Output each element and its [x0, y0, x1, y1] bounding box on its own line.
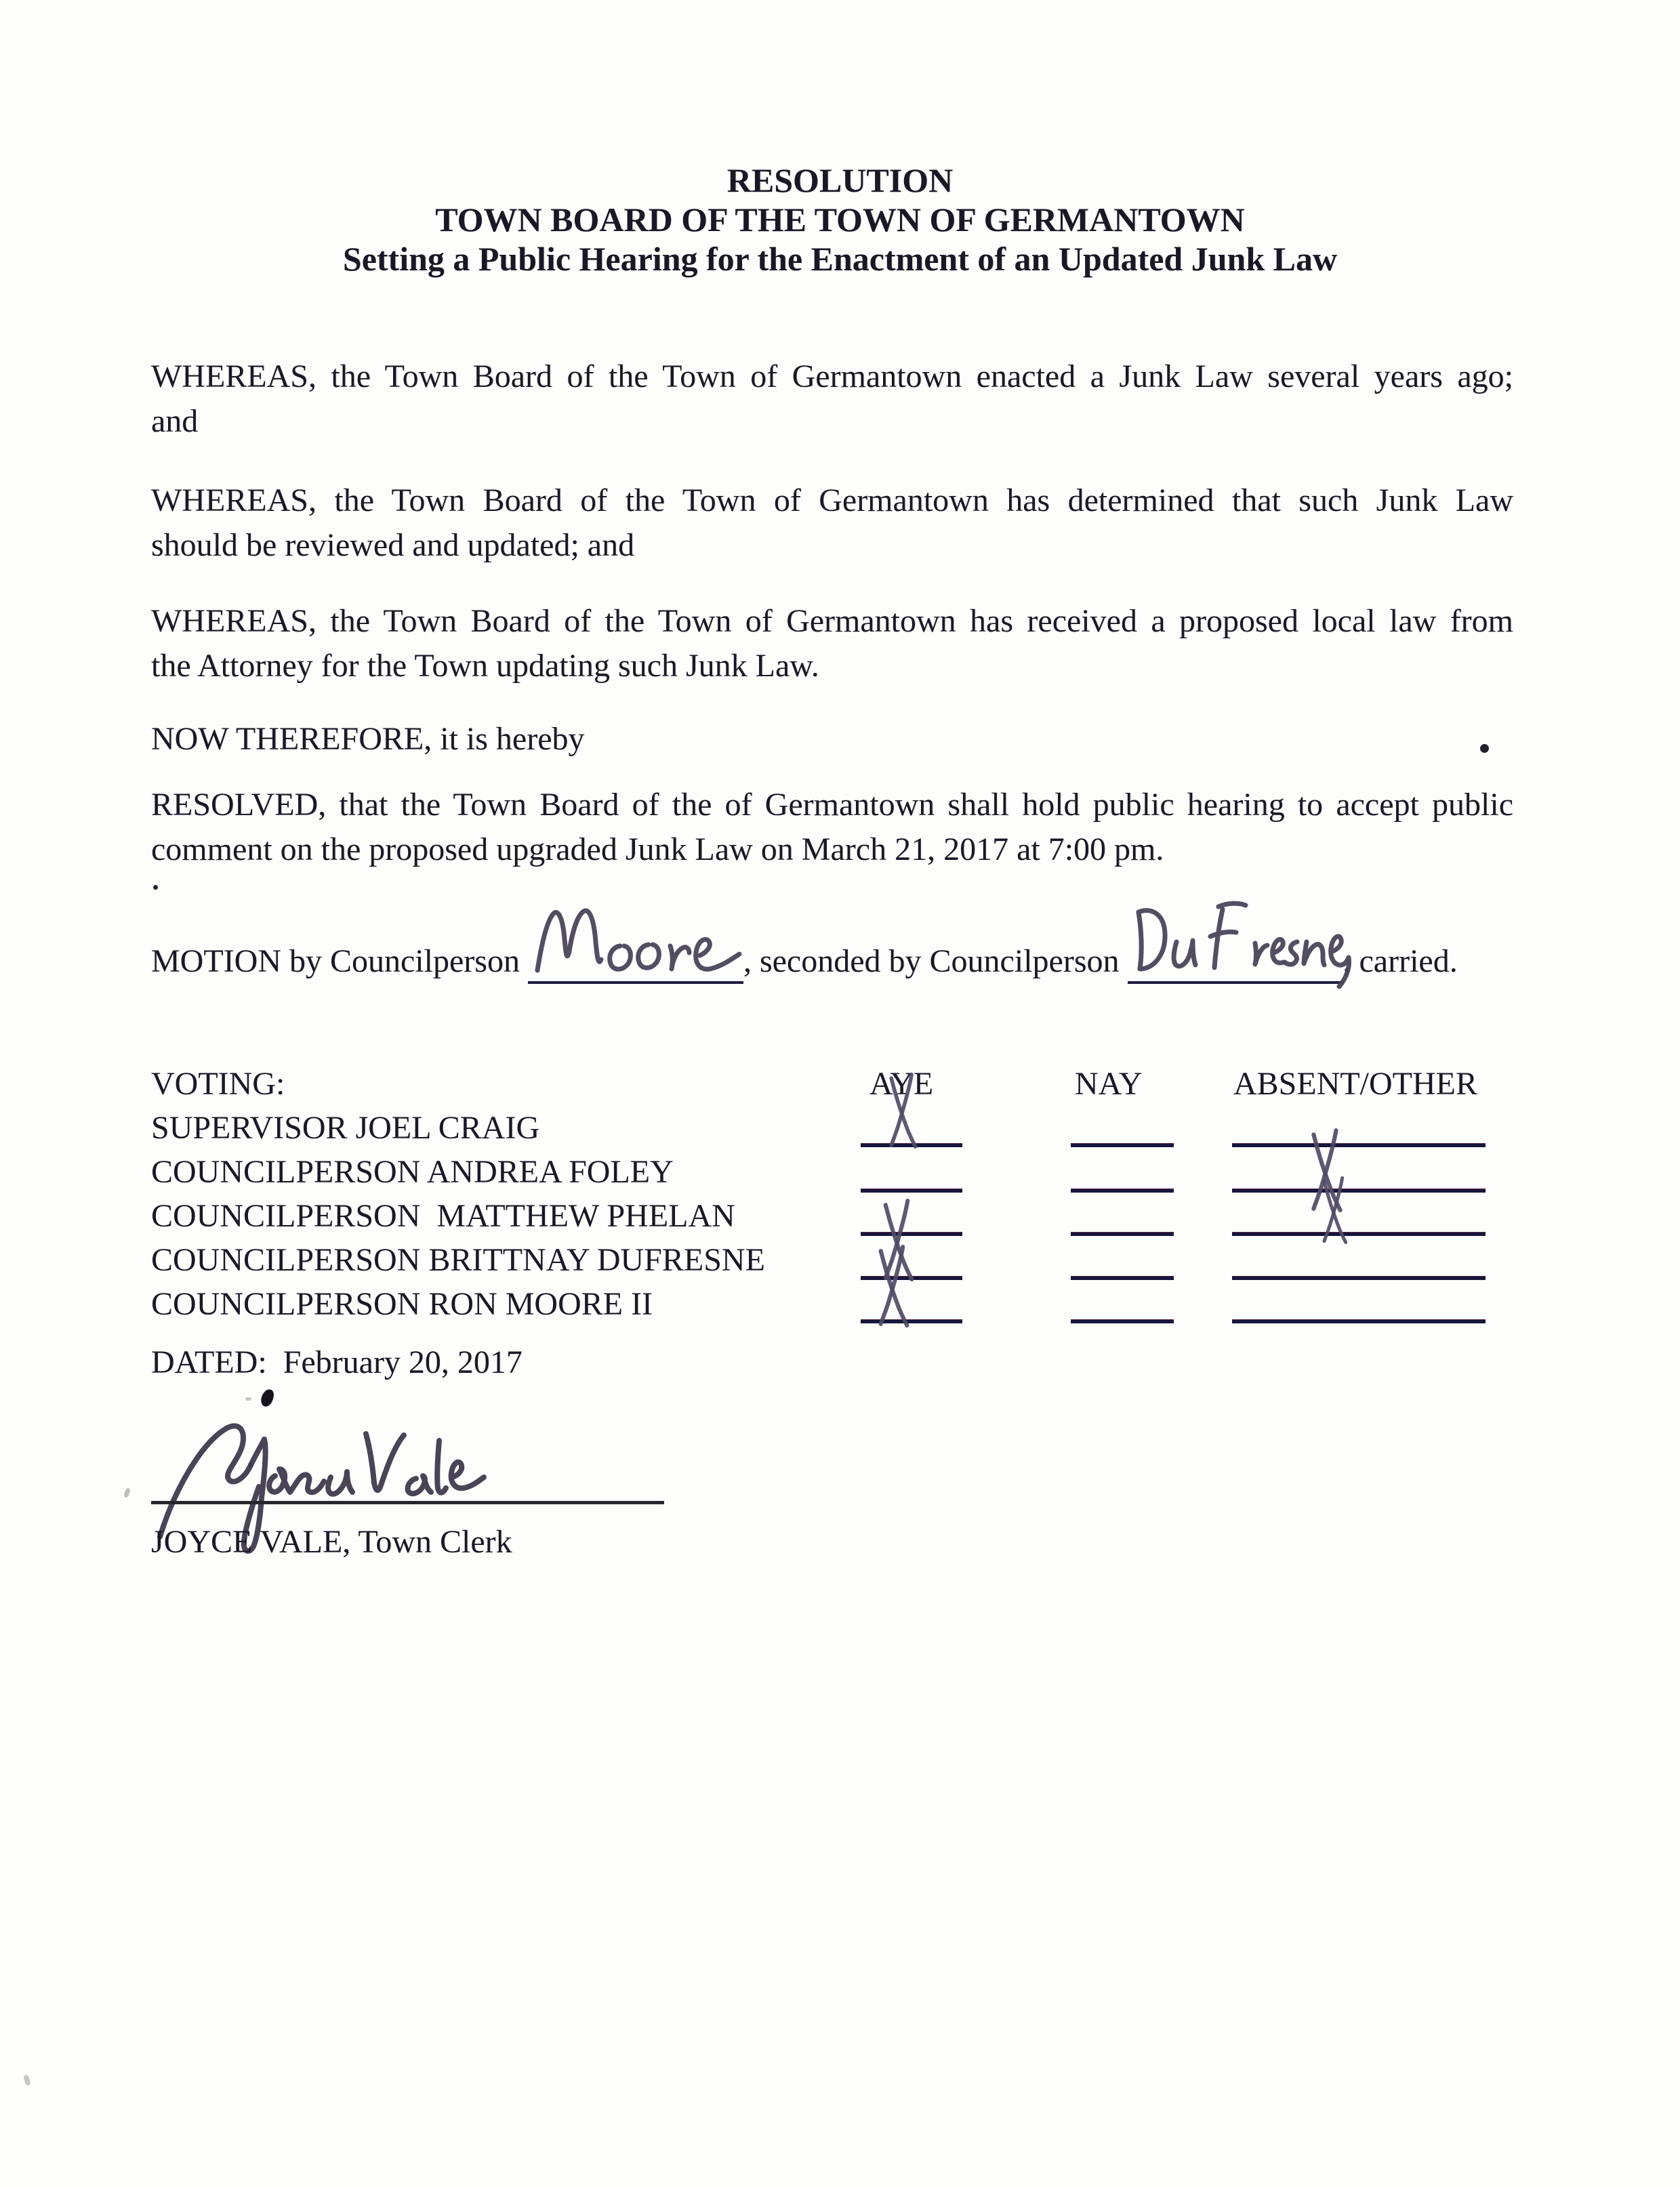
- seconder-blank-line: [1128, 947, 1343, 984]
- paragraph-line: NOW THEREFORE, it is hereby: [151, 721, 585, 757]
- motion-middle: , seconded by Councilperson: [743, 943, 1128, 979]
- voter-name: COUNCILPERSON BRITTNAY DUFRESNE: [151, 1242, 765, 1278]
- voter-name: SUPERVISOR JOEL CRAIG: [151, 1110, 540, 1146]
- paragraph-whereas-3: [151, 599, 1513, 688]
- vote-blank-line-row1-nay: [1071, 1143, 1174, 1147]
- clerk-printed-name: JOYCE VALE, Town Clerk: [151, 1524, 512, 1560]
- paragraph-now-therefore: [151, 717, 1513, 762]
- vote-blank-line-row2-aye: [861, 1189, 962, 1193]
- handwriting-moore: [529, 900, 743, 985]
- x-mark-phelan-absent: [1309, 1176, 1359, 1243]
- paragraph-resolved: [151, 783, 1513, 872]
- vote-blank-line-row4-absent-other: [1232, 1276, 1486, 1280]
- paragraph-line: WHEREAS, the Town Board of the Town of Germantown has determined that such Junk Law: [151, 482, 1513, 518]
- column-header-absent-other: ABSENT/OTHER: [1233, 1066, 1477, 1102]
- vote-blank-line-row3-nay: [1071, 1232, 1174, 1236]
- paragraph-line: and: [151, 403, 199, 439]
- vote-blank-line-row4-nay: [1071, 1276, 1174, 1280]
- paragraph-line: the Attorney for the Town updating such Junk Law.: [151, 648, 819, 684]
- stray-pen-speck: [23, 2074, 32, 2086]
- voter-name: COUNCILPERSON ANDREA FOLEY: [151, 1154, 674, 1190]
- pen-ink-blot: [260, 1388, 275, 1407]
- voter-name: COUNCILPERSON MATTHEW PHELAN: [151, 1198, 735, 1234]
- title-subject: Setting a Public Hearing for the Enactment of an Updated Junk Law: [342, 240, 1338, 278]
- paragraph-line: RESOLVED, that the Town Board of the of Germantown shall hold public hearing to accept public: [151, 787, 1513, 823]
- voting-label: VOTING:: [151, 1066, 285, 1102]
- stray-period-mark: [153, 885, 158, 890]
- pen-speck: [245, 1397, 251, 1401]
- mover-blank-line: [528, 947, 743, 984]
- title-block: [0, 161, 1680, 278]
- title-town-board: TOWN BOARD OF THE TOWN OF GERMANTOWN: [435, 201, 1245, 239]
- signature-line: [151, 1501, 664, 1504]
- column-header-aye: AYE: [869, 1066, 934, 1102]
- x-mark-moore-aye: [872, 1244, 915, 1327]
- paragraph-line: should be reviewed and updated; and: [151, 527, 635, 563]
- motion-prefix: MOTION by Councilperson: [151, 943, 528, 979]
- x-mark-craig-aye: [881, 1072, 924, 1148]
- voter-name: COUNCILPERSON RON MOORE II: [151, 1286, 653, 1322]
- paragraph-line: WHEREAS, the Town Board of the Town of Germantown enacted a Junk Law several years ago;: [151, 358, 1513, 394]
- handwriting-dufresne: [1126, 893, 1350, 995]
- title-resolution: RESOLUTION: [726, 161, 954, 199]
- paragraph-whereas-2: [151, 478, 1513, 568]
- stray-apostrophe-mark: [123, 1487, 131, 1498]
- vote-blank-line-row5-nay: [1071, 1319, 1174, 1323]
- vote-blank-line-row2-nay: [1071, 1189, 1174, 1193]
- paragraph-line: comment on the proposed upgraded Junk Law on March 21, 2017 at 7:00 pm.: [151, 831, 1164, 867]
- vote-blank-line-row5-absent-other: [1232, 1319, 1486, 1323]
- dated-line: DATED: February 20, 2017: [151, 1344, 523, 1380]
- motion-suffix: , carried.: [1343, 943, 1458, 979]
- column-header-nay: NAY: [1075, 1066, 1143, 1102]
- vote-blank-line-row1-absent-other: [1232, 1143, 1486, 1147]
- paragraph-whereas-1: [151, 354, 1513, 444]
- motion-line: [151, 939, 1574, 984]
- stray-ink-dot: [1480, 744, 1489, 753]
- paragraph-line: WHEREAS, the Town Board of the Town of Germantown has received a proposed local law from: [151, 603, 1513, 639]
